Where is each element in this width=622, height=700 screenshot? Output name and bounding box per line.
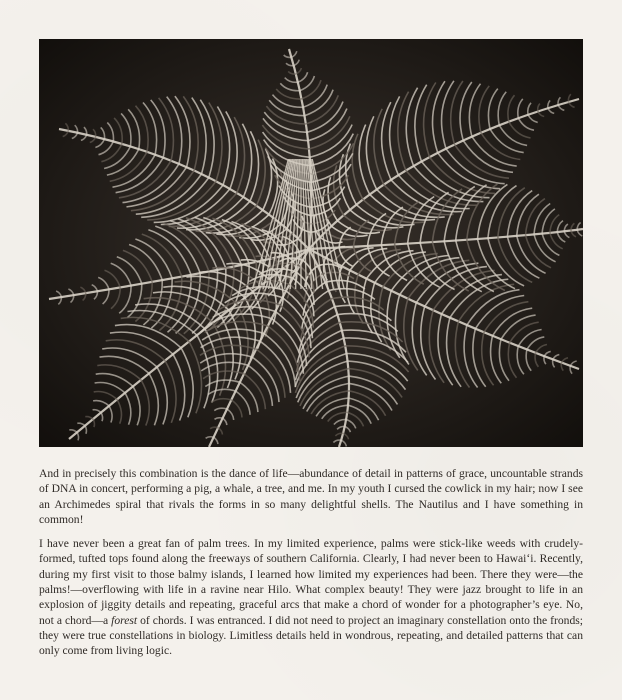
paragraph-2-text-before: I have never been a great fan of palm trees. In my limited experience, palms were stick-like weeds with crudely-formed, tufted tops found along the freeways of southern California. Clearly, I had never been to Hawai‘i. Recently, during my first visit to those balmy islands, I learned how limited my experiences had been. There they were—the palms!—overflowing with life in a ravine near Hilo. What complex beauty! They were jazz brought to life in an explosion of jiggity details and repeating, graceful arcs that make a chord of wonder for a photographer’s eye. No, not a chord—a [39,537,583,627]
paragraph-2-text-after: of chords. I was entranced. I did not need to project an imaginary constellation onto the fronds; they were true constellations in biology. Limitless details held in wondrous, repeating, and detailed patterns that can only come from living logic. [39,613,584,658]
paragraph-2-emphasis: forest [111,613,138,627]
paragraph-1 [39,466,583,527]
palm-fronds-icon [39,39,583,447]
palm-fronds-photo [39,39,583,447]
body-text [39,466,583,668]
paragraph-1-text: And in precisely this combination is the dance of life—abundance of detail in patterns of grace, uncountable strands of DNA in concert, performing a pig, a whale, a tree, and me. In my youth I cursed the cowlick in my hair; now I see an Archimedes spiral that rivals the forms in so many delightful shells. The Nautilus and I have something in common! [39,467,583,526]
paragraph-2 [39,536,583,658]
